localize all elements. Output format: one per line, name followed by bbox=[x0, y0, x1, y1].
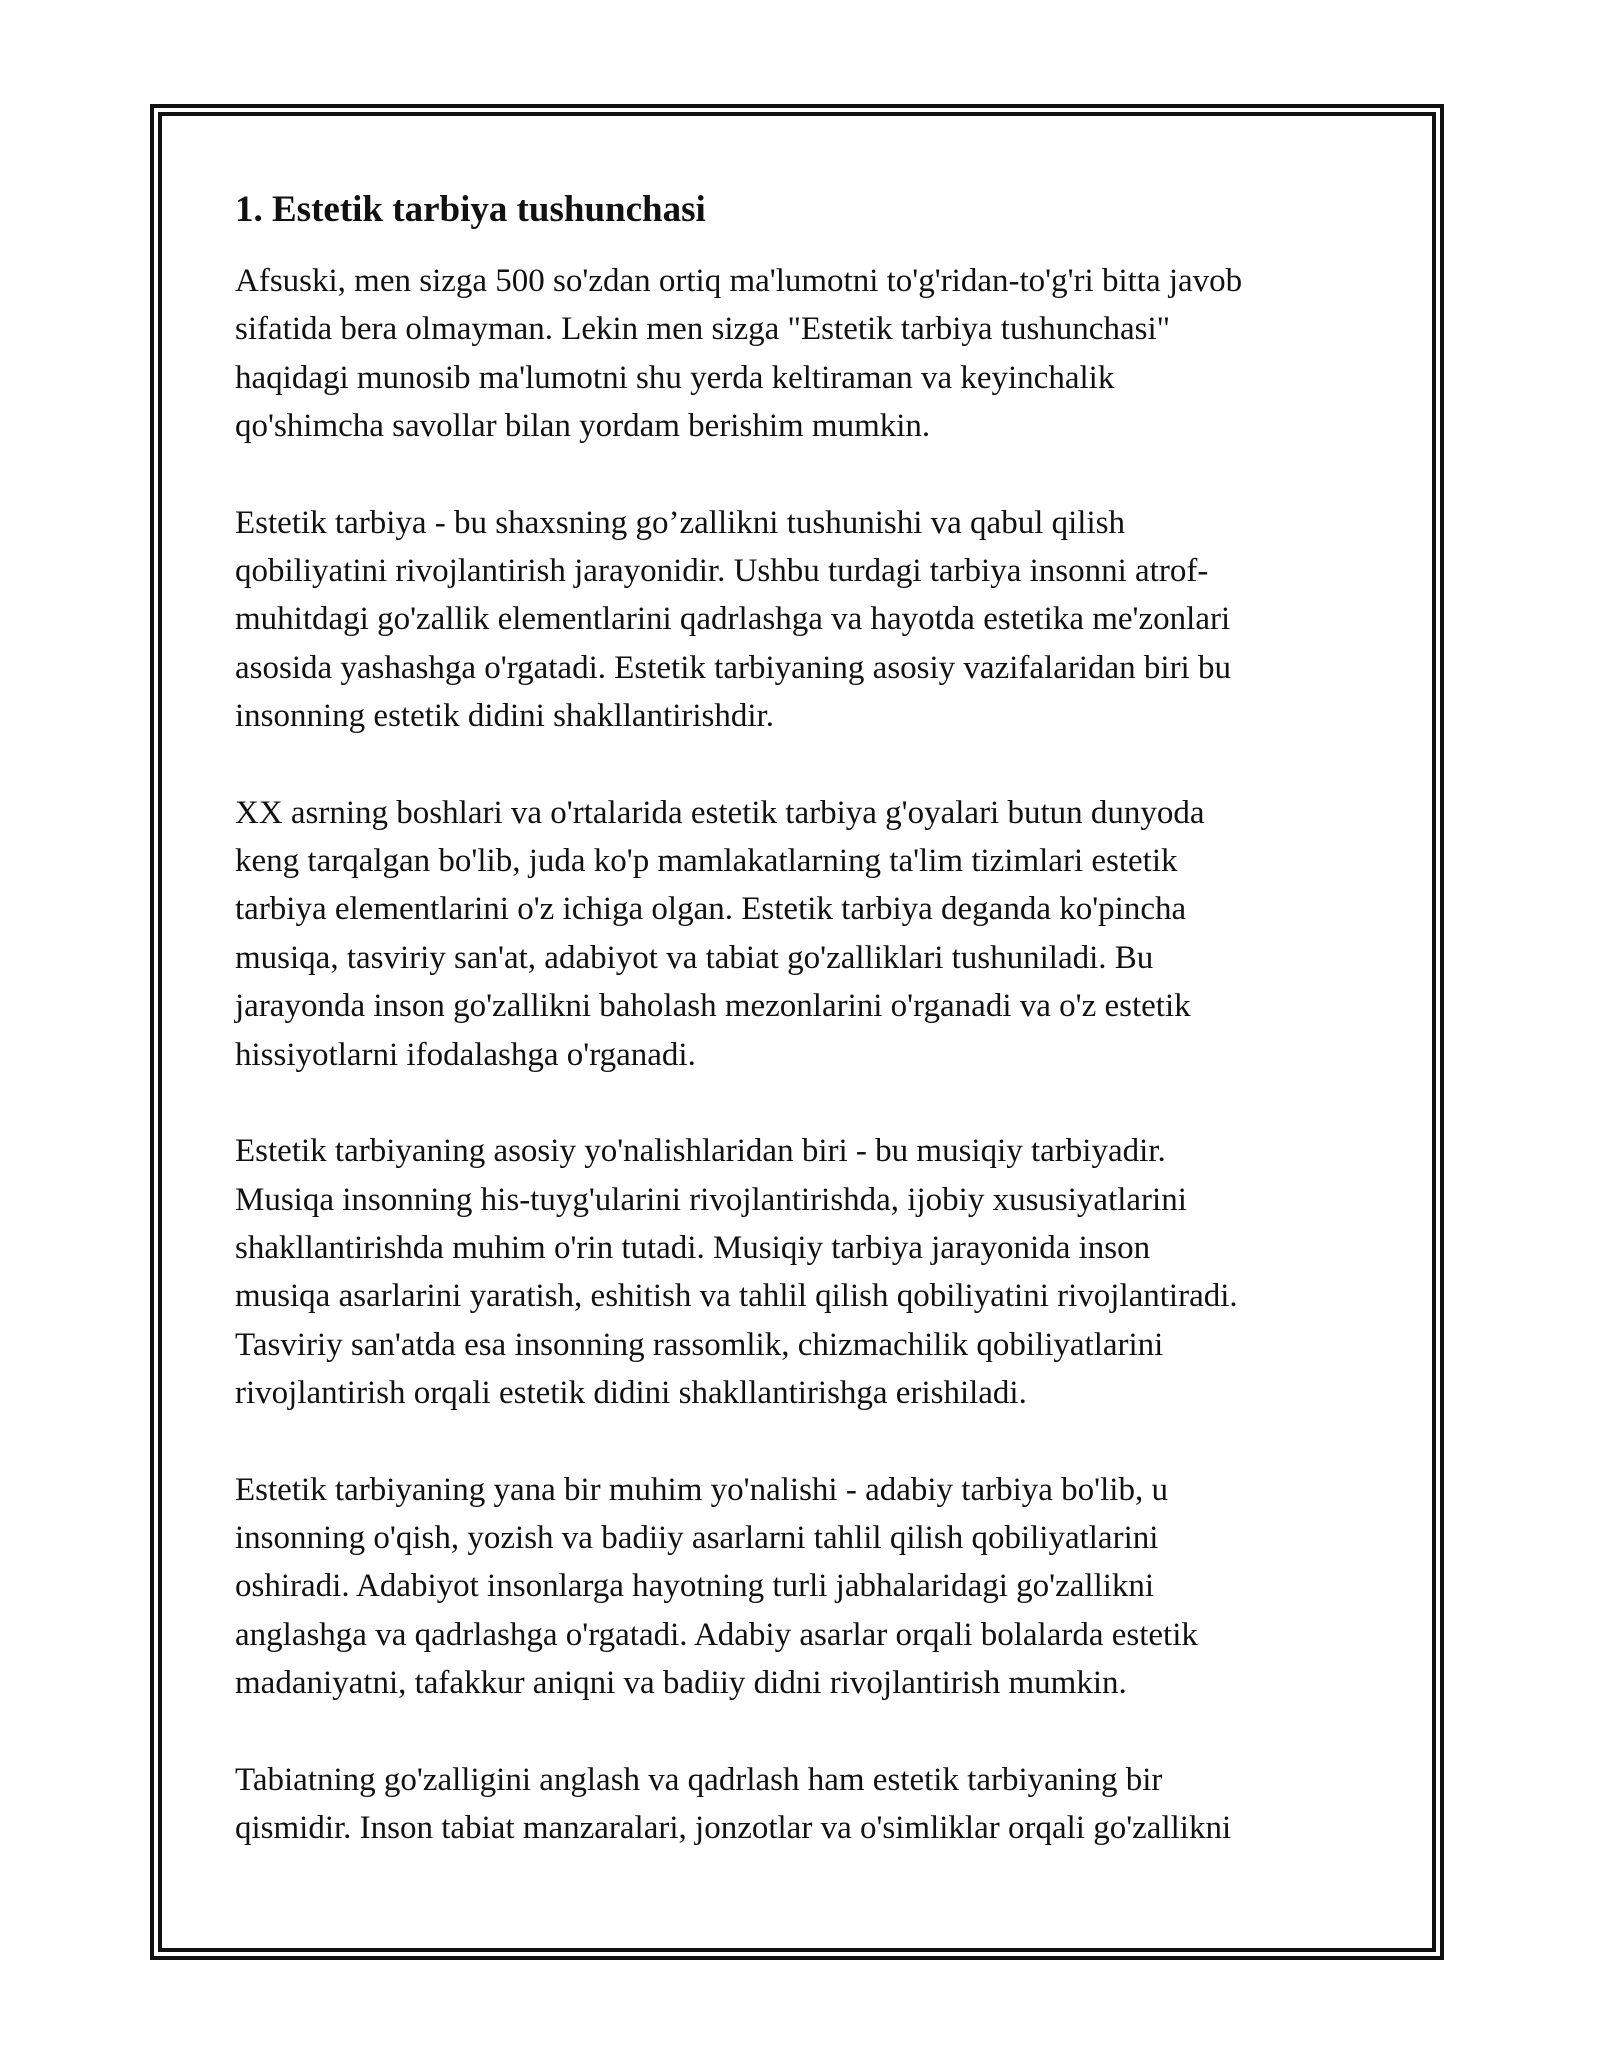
text-line: Tabiatning go'zalligini anglash va qadrlash ham estetik tarbiyaning bir bbox=[235, 1761, 1163, 1798]
text-line: asosida yashashga o'rgatadi. Estetik tarbiyaning asosiy vazifalaridan biri bu bbox=[235, 649, 1231, 686]
text-line: Estetik tarbiyaning yana bir muhim yo'nalishi - adabiy tarbiya bo'lib, u bbox=[235, 1471, 1168, 1508]
paragraph bbox=[235, 257, 1375, 451]
text-line: qo'shimcha savollar bilan yordam berishim mumkin. bbox=[235, 408, 931, 445]
text-line: musiqa, tasviriy san'at, adabiyot va tabiat go'zalliklari tushuniladi. Bu bbox=[235, 939, 1154, 976]
text-line: oshiradi. Adabiyot insonlarga hayotning turli jabhalaridagi go'zallikni bbox=[235, 1568, 1155, 1605]
text-line: Tasviriy san'atda esa insonning rassomlik, chizmachilik qobiliyatlarini bbox=[235, 1326, 1164, 1363]
text-line: insonning estetik didini shakllantirishdir. bbox=[235, 698, 774, 735]
text-line: qismidir. Inson tabiat manzaralari, jonzotlar va o'simliklar orqali go'zallikni bbox=[235, 1809, 1232, 1846]
paragraph bbox=[235, 1756, 1375, 1853]
text-line: XX asrning boshlari va o'rtalarida estetik tarbiya g'oyalari butun dunyoda bbox=[235, 794, 1205, 831]
text-line: jarayonda inson go'zallikni baholash mezonlarini o'rganadi va o'z estetik bbox=[235, 988, 1191, 1025]
text-line: Afsuski, men sizga 500 so'zdan ortiq ma'lumotni to'g'ridan-to'g'ri bitta javob bbox=[235, 263, 1243, 299]
text-line: musiqa asarlarini yaratish, eshitish va tahlil qilish qobiliyatini rivojlantiradi. bbox=[235, 1278, 1238, 1315]
text-line: Estetik tarbiyaning asosiy yo'nalishlaridan biri - bu musiqiy tarbiyadir. bbox=[235, 1133, 1166, 1170]
paragraph bbox=[235, 789, 1375, 1079]
text-line: qobiliyatini rivojlantirish jarayonidir. Ushbu turdagi tarbiya insonni atrof- bbox=[235, 553, 1209, 590]
text-line: shakllantirishda muhim o'rin tutadi. Musiqiy tarbiya jarayonida inson bbox=[235, 1229, 1151, 1266]
paragraph bbox=[235, 1466, 1375, 1708]
text-line: haqidagi munosib ma'lumotni shu yerda keltiraman va keyinchalik bbox=[235, 359, 1115, 396]
text-line: Musiqa insonning his-tuyg'ularini rivojlantirishda, ijobiy xususiyatlarini bbox=[235, 1181, 1187, 1218]
text-line: anglashga va qadrlashga o'rgatadi. Adabiy asarlar orqali bolalarda estetik bbox=[235, 1616, 1198, 1653]
paragraph bbox=[235, 1127, 1375, 1417]
section-heading: 1. Estetik tarbiya tushunchasi bbox=[235, 189, 706, 230]
text-line: rivojlantirish orqali estetik didini shakllantirishga erishiladi. bbox=[235, 1375, 1027, 1412]
text-line: insonning o'qish, yozish va badiiy asarlarni tahlil qilish qobiliyatlarini bbox=[235, 1519, 1159, 1556]
text-line: keng tarqalgan bo'lib, juda ko'p mamlakatlarning ta'lim tizimlari estetik bbox=[235, 843, 1178, 880]
text-line: madaniyatni, tafakkur aniqni va badiiy didni rivojlantirish mumkin. bbox=[235, 1665, 1127, 1702]
text-line: tarbiya elementlarini o'z ichiga olgan. Estetik tarbiya deganda ko'pincha bbox=[235, 891, 1187, 928]
text-line: Estetik tarbiya - bu shaxsning go’zallikni tushunishi va qabul qilish bbox=[235, 504, 1125, 541]
document-body bbox=[235, 185, 1375, 1900]
text-line: hissiyotlarni ifodalashga o'rganadi. bbox=[235, 1036, 696, 1073]
text-line: muhitdagi go'zallik elementlarini qadrlashga va hayotda estetika me'zonlari bbox=[235, 601, 1231, 638]
paragraph-container bbox=[235, 257, 1375, 1852]
text-line: sifatida bera olmayman. Lekin men sizga "Estetik tarbiya tushunchasi" bbox=[235, 311, 1171, 348]
paragraph bbox=[235, 499, 1375, 741]
